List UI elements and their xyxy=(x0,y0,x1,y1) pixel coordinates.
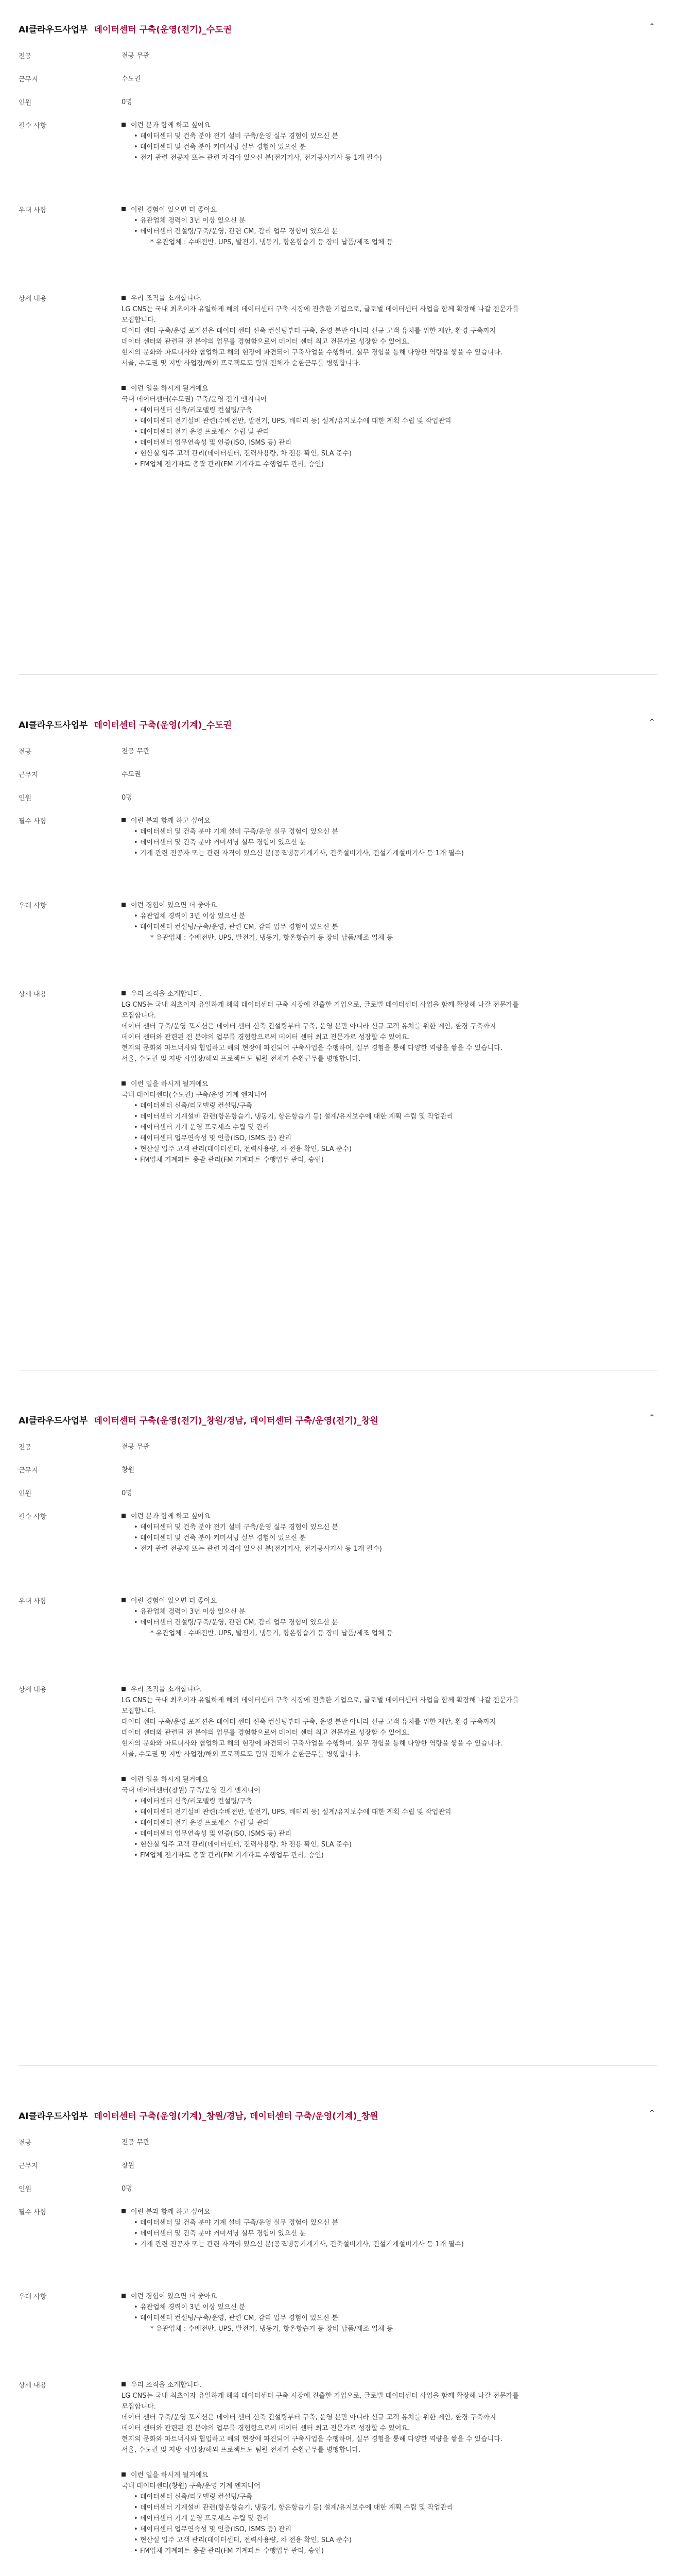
detail-text: 모집합니다. xyxy=(122,316,156,324)
square-bullet-icon xyxy=(122,1598,126,1602)
location-row xyxy=(19,1465,657,1476)
major-row-value: 전공 무관 xyxy=(122,748,150,755)
task-item: • 데이터센터 신축/리모델링 컨설팅/구축 xyxy=(122,1796,657,1807)
job-posting xyxy=(0,2087,676,2576)
major-row-value: 전공 무관 xyxy=(122,2139,150,2146)
preferred-label: 우대 사항 xyxy=(19,902,47,910)
preferred-heading xyxy=(122,1596,657,1606)
preferred-row xyxy=(19,1596,657,1639)
major-row xyxy=(19,1442,657,1452)
job-body xyxy=(19,746,657,1165)
detail-text: 데이터 센터와 관련된 전 분야의 업무를 경험함으로써 데이터 센터 최고 전문가로 성장할 수 있어요. xyxy=(122,1729,410,1737)
required-heading-text: 이런 분과 함께 하고 싶어요 xyxy=(131,2208,211,2216)
detail-text: 서울, 수도권 및 지방 사업장/해외 프로젝트도 팀원 전체가 순환근무를 병행합니다. xyxy=(122,360,361,367)
headcount-row-value: 0명 xyxy=(122,98,132,106)
preferred-heading xyxy=(122,900,657,911)
square-bullet-icon xyxy=(122,2294,126,2298)
task-item: • 데이터센터 전기설비 관련(수배전반, 발전기, UPS, 배터리 등) 설계/유지보수에 대한 계획 수립 및 작업관리 xyxy=(122,416,657,427)
task-intro: 국내 데이터센터(창원) 구축/운영 기계 엔지니어 xyxy=(122,2482,261,2490)
detail-row xyxy=(19,293,657,470)
required-heading xyxy=(122,120,657,131)
location-row-value: 창원 xyxy=(122,2162,135,2170)
preferred-label: 우대 사항 xyxy=(19,1598,47,1605)
preferred-note: * 유관업체 : 수배전반, UPS, 발전기, 냉동기, 항온항습기 등 장비 납품/제조 업체 등 xyxy=(150,2325,393,2333)
location-row-label: 근무지 xyxy=(19,771,38,779)
task-item: • FM업체 기계파트 총괄 관리(FM 기계파트 수행업무 관리, 승인) xyxy=(122,1155,657,1165)
headcount-row xyxy=(19,792,657,803)
location-row-label: 근무지 xyxy=(19,2162,38,2170)
chevron-up-icon[interactable]: ⌃ xyxy=(648,717,655,727)
job-title: 데이터센터 구축(운영(전기)_창원/경남, 데이터센터 구축/운영(전기)_창원 xyxy=(94,1415,378,1426)
chevron-up-icon[interactable]: ⌃ xyxy=(648,22,655,31)
task-item: • 데이터센터 전기 운영 프로세스 수립 및 관리 xyxy=(122,427,657,437)
spacer xyxy=(122,1064,657,1079)
task-item: • 현산실 입주 고객 관리(데이터센터, 전력사용량, 차 전용 확인, SLA 준수) xyxy=(122,1839,657,1850)
task-item: • 현산실 입주 고객 관리(데이터센터, 전력사용량, 차 전용 확인, SLA 준수) xyxy=(122,1144,657,1155)
required-label: 필수 사항 xyxy=(19,122,47,130)
task-item: • 현산실 입주 고객 관리(데이터센터, 전력사용량, 차 전용 확인, SLA 준수) xyxy=(122,448,657,459)
task-item: • 데이터센터 기계설비 관련(항온항습기, 냉동기, 항온항습기 등) 설계/유지보수에 대한 계획 수립 및 작업관리 xyxy=(122,2502,657,2513)
spacer xyxy=(122,369,657,383)
preferred-label: 우대 사항 xyxy=(19,2293,47,2301)
divider xyxy=(19,674,657,675)
detail-text: 모집합니다. xyxy=(122,2403,156,2411)
major-row xyxy=(19,50,657,61)
preferred-row xyxy=(19,900,657,943)
square-bullet-icon xyxy=(122,2209,126,2213)
job-title: 데이터센터 구축(운영(기계)_수도권 xyxy=(94,720,232,731)
required-item: • 데이터센터 및 건축 분야 커미셔닝 실무 경험이 있으신 분 xyxy=(122,837,657,848)
task-item: • 데이터센터 신축/리모델링 컨설팅/구축 xyxy=(122,405,657,416)
task-item: • 현산실 입주 고객 관리(데이터센터, 전력사용량, 차 전용 확인, SLA 준수) xyxy=(122,2535,657,2546)
detail-text: 모집합니다. xyxy=(122,1707,156,1715)
required-heading-text: 이런 분과 함께 하고 싶어요 xyxy=(131,1513,211,1520)
preferred-item: • 유관업체 경력이 3년 이상 있으신 분 xyxy=(122,215,657,226)
headcount-row-label: 인원 xyxy=(19,1490,32,1498)
headcount-row-label: 인원 xyxy=(19,794,32,802)
detail-row xyxy=(19,989,657,1165)
detail-content xyxy=(122,989,657,1165)
detail-text: LG CNS는 국내 최초이자 유일하게 해외 데이터센터 구축 시장에 진출한 기업으로, 글로벌 데이터센터 사업을 함께 확장해 나갈 전문가를 xyxy=(122,1697,519,1704)
detail-content xyxy=(122,1684,657,1861)
square-bullet-icon xyxy=(122,1081,126,1086)
preferred-heading-text: 이런 경험이 있으면 더 좋아요 xyxy=(131,902,217,909)
preferred-note: * 유관업체 : 수배전반, UPS, 발전기, 냉동기, 항온항습기 등 장비 납품/제조 업체 등 xyxy=(150,239,393,246)
required-list xyxy=(122,1511,657,1554)
task-intro: 국내 데이터센터(창원) 구축/운영 전기 엔지니어 xyxy=(122,1787,261,1794)
detail-text: 데이터 센터 구축/운영 포지션은 데이터 센터 신축 컨설팅부터 구축, 운영 분만 아니라 신규 고객 유치를 위한 제안, 환경 구축까지 xyxy=(122,327,496,335)
preferred-row xyxy=(19,2291,657,2334)
detail-text: 현지의 문화와 파트너사와 협업하고 해외 현장에 파견되어 구축사업을 수행하며, 실무 경험을 통해 다양한 역량을 쌓을 수 있습니다. xyxy=(122,2435,502,2443)
preferred-item: • 유관업체 경력이 3년 이상 있으신 분 xyxy=(122,2302,657,2313)
major-row xyxy=(19,746,657,757)
detail-row xyxy=(19,1684,657,1861)
preferred-item: • 유관업체 경력이 3년 이상 있으신 분 xyxy=(122,1606,657,1617)
required-list xyxy=(122,120,657,163)
detail-label: 상세 내용 xyxy=(19,295,47,303)
required-item: • 데이터센터 및 건축 분야 전기 설비 구축/운영 실무 경험이 있으신 분 xyxy=(122,131,657,142)
detail-text: 데이터 센터와 관련된 전 분야의 업무를 경험함으로써 데이터 센터 최고 전문가로 성장할 수 있어요. xyxy=(122,2425,410,2432)
required-row xyxy=(19,2207,657,2250)
headcount-row-value: 0명 xyxy=(122,794,132,802)
task-item: • 데이터센터 전기설비 관련(수배전반, 발전기, UPS, 배터리 등) 설계/유지보수에 대한 계획 수립 및 작업관리 xyxy=(122,1807,657,1818)
required-item: • 기계 관련 전공자 또는 관련 자격이 있으신 분(공조냉동기계기사, 건축설비기사, 건설기계설비기사 등 1개 필수) xyxy=(122,848,657,859)
detail-text: LG CNS는 국내 최초이자 유일하게 해외 데이터센터 구축 시장에 진출한 기업으로, 글로벌 데이터센터 사업을 함께 확장해 나갈 전문가를 xyxy=(122,2392,519,2400)
required-row xyxy=(19,816,657,859)
job-posting xyxy=(0,1391,676,2087)
job-header[interactable] xyxy=(19,2107,657,2123)
square-bullet-icon xyxy=(122,123,126,127)
detail-label: 상세 내용 xyxy=(19,1686,47,1694)
task-heading xyxy=(122,383,657,394)
job-dept: AI클라우드사업부 xyxy=(19,720,88,731)
required-row xyxy=(19,120,657,163)
job-body xyxy=(19,2137,657,2556)
task-item: • 데이터센터 업무연속성 및 인증(ISO, ISMS 등) 관리 xyxy=(122,1828,657,1839)
headcount-row-value: 0명 xyxy=(122,2185,132,2193)
major-row xyxy=(19,2137,657,2148)
required-item: • 데이터센터 및 건축 분야 기계 설비 구축/운영 실무 경험이 있으신 분 xyxy=(122,826,657,837)
preferred-item: • 유관업체 경력이 3년 이상 있으신 분 xyxy=(122,911,657,922)
detail-text: 데이터 센터와 관련된 전 분야의 업무를 경험함으로써 데이터 센터 최고 전문가로 성장할 수 있어요. xyxy=(122,1033,410,1041)
square-bullet-icon xyxy=(122,386,126,390)
preferred-note: * 유관업체 : 수배전반, UPS, 발전기, 냉동기, 항온항습기 등 장비 납품/제조 업체 등 xyxy=(150,1630,393,1637)
detail-label: 상세 내용 xyxy=(19,2382,47,2389)
task-heading-text: 이런 일을 하시게 될거예요 xyxy=(131,385,209,393)
detail-text: 데이터 센터와 관련된 전 분야의 업무를 경험함으로써 데이터 센터 최고 전문가로 성장할 수 있어요. xyxy=(122,338,410,346)
detail-heading-text: 우리 조직을 소개합니다. xyxy=(131,295,202,302)
preferred-item: • 데이터센터 컨설팅/구축/운영, 관련 CM, 감리 업무 경험이 있으신 분 xyxy=(122,226,657,237)
location-row-label: 근무지 xyxy=(19,76,38,83)
square-bullet-icon xyxy=(122,207,126,211)
job-body xyxy=(19,50,657,470)
square-bullet-icon xyxy=(122,2382,126,2386)
task-item: • 데이터센터 업무연속성 및 인증(ISO, ISMS 등) 관리 xyxy=(122,1133,657,1144)
task-item: • 데이터센터 기계 운영 프로세스 수립 및 관리 xyxy=(122,2513,657,2524)
task-item: • FM업체 기계파트 총괄 관리(FM 기계파트 수행업무 관리, 승인) xyxy=(122,2546,657,2556)
task-item: • 데이터센터 기계설비 관련(항온항습기, 냉동기, 항온항습기 등) 설계/유지보수에 대한 계획 수립 및 작업관리 xyxy=(122,1111,657,1122)
required-row xyxy=(19,1511,657,1554)
detail-text: 데이터 센터 구축/운영 포지션은 데이터 센터 신축 컨설팅부터 구축, 운영 분만 아니라 신규 고객 유치를 위한 제안, 환경 구축까지 xyxy=(122,2414,496,2421)
location-row xyxy=(19,74,657,84)
job-header[interactable] xyxy=(19,21,657,36)
job-posting xyxy=(0,0,676,696)
detail-text: 모집합니다. xyxy=(122,1012,156,1020)
preferred-label: 우대 사항 xyxy=(19,207,47,214)
preferred-heading-text: 이런 경험이 있으면 더 좋아요 xyxy=(131,1597,217,1605)
detail-text: 서울, 수도권 및 지방 사업장/해외 프로젝트도 팀원 전체가 순환근무를 병행합니다. xyxy=(122,1055,361,1063)
job-dept: AI클라우드사업부 xyxy=(19,1415,88,1426)
required-heading xyxy=(122,816,657,826)
task-item: • 데이터센터 업무연속성 및 인증(ISO, ISMS 등) 관리 xyxy=(122,2524,657,2535)
major-row-label: 전공 xyxy=(19,1444,32,1451)
required-heading xyxy=(122,2207,657,2217)
detail-content xyxy=(122,293,657,470)
preferred-list xyxy=(122,205,657,248)
required-item: • 전기 관련 전공자 또는 관련 자격이 있으신 분(전기기사, 전기공사기사 등 1개 필수) xyxy=(122,152,657,163)
required-item: • 데이터센터 및 건축 분야 커미셔닝 실무 경험이 있으신 분 xyxy=(122,2228,657,2239)
location-row-label: 근무지 xyxy=(19,1467,38,1475)
detail-text: 서울, 수도권 및 지방 사업장/해외 프로젝트도 팀원 전체가 순환근무를 병행합니다. xyxy=(122,2446,361,2454)
job-posting xyxy=(0,696,676,1391)
task-item: • 데이터센터 신축/리모델링 컨설팅/구축 xyxy=(122,2492,657,2502)
required-item: • 데이터센터 및 건축 분야 기계 설비 구축/운영 실무 경험이 있으신 분 xyxy=(122,2217,657,2228)
detail-text: 현지의 문화와 파트너사와 협업하고 해외 현장에 파견되어 구축사업을 수행하며, 실무 경험을 통해 다양한 역량을 쌓을 수 있습니다. xyxy=(122,1044,502,1052)
required-heading-text: 이런 분과 함께 하고 싶어요 xyxy=(131,817,211,825)
required-label: 필수 사항 xyxy=(19,1513,47,1521)
detail-text: 데이터 센터 구축/운영 포지션은 데이터 센터 신축 컨설팅부터 구축, 운영 분만 아니라 신규 고객 유치를 위한 제안, 환경 구축까지 xyxy=(122,1718,496,1726)
spacer xyxy=(122,2455,657,2470)
detail-text: LG CNS는 국내 최초이자 유일하게 해외 데이터센터 구축 시장에 진출한 기업으로, 글로벌 데이터센터 사업을 함께 확장해 나갈 전문가를 xyxy=(122,1001,519,1009)
detail-heading-text: 우리 조직을 소개합니다. xyxy=(131,1686,202,1693)
task-heading xyxy=(122,1774,657,1785)
preferred-list xyxy=(122,900,657,943)
detail-text: 데이터 센터 구축/운영 포지션은 데이터 센터 신축 컨설팅부터 구축, 운영 분만 아니라 신규 고객 유치를 위한 제안, 환경 구축까지 xyxy=(122,1023,496,1030)
required-list xyxy=(122,2207,657,2250)
task-item: • 데이터센터 업무연속성 및 인증(ISO, ISMS 등) 관리 xyxy=(122,437,657,448)
location-row-value: 수도권 xyxy=(122,771,141,778)
required-heading xyxy=(122,1511,657,1522)
job-title: 데이터센터 구축(운영(기계)_창원/경남, 데이터센터 구축/운영(기계)_창원 xyxy=(94,2111,378,2122)
major-row-value: 전공 무관 xyxy=(122,52,150,60)
required-item: • 데이터센터 및 건축 분야 커미셔닝 실무 경험이 있으신 분 xyxy=(122,142,657,152)
job-body xyxy=(19,1442,657,1861)
detail-heading-text: 우리 조직을 소개합니다. xyxy=(131,990,202,998)
headcount-row xyxy=(19,1488,657,1499)
detail-content xyxy=(122,2380,657,2556)
location-row-value: 창원 xyxy=(122,1466,135,1474)
headcount-row-label: 인원 xyxy=(19,99,32,107)
detail-text: LG CNS는 국내 최초이자 유일하게 해외 데이터센터 구축 시장에 진출한 기업으로, 글로벌 데이터센터 사업을 함께 확장해 나갈 전문가를 xyxy=(122,306,519,313)
job-header[interactable] xyxy=(19,716,657,732)
location-row xyxy=(19,769,657,780)
major-row-label: 전공 xyxy=(19,53,32,60)
task-item: • FM업체 전기파트 총괄 관리(FM 기계파트 수행업무 관리, 승인) xyxy=(122,1850,657,1861)
task-heading-text: 이런 일을 하시게 될거예요 xyxy=(131,1776,209,1784)
detail-heading xyxy=(122,293,657,304)
required-list xyxy=(122,816,657,859)
square-bullet-icon xyxy=(122,818,126,822)
task-item: • 데이터센터 기계 운영 프로세스 수립 및 관리 xyxy=(122,1122,657,1133)
headcount-row-value: 0명 xyxy=(122,1489,132,1497)
required-item: • 기계 관련 전공자 또는 관련 자격이 있으신 분(공조냉동기계기사, 건축설비기사, 건설기계설비기사 등 1개 필수) xyxy=(122,2239,657,2250)
task-heading xyxy=(122,2470,657,2481)
square-bullet-icon xyxy=(122,1777,126,1781)
preferred-note: * 유관업체 : 수배전반, UPS, 발전기, 냉동기, 항온항습기 등 장비 납품/제조 업체 등 xyxy=(150,934,393,942)
job-title: 데이터센터 구축(운영(전기)_수도권 xyxy=(94,24,232,35)
major-row-label: 전공 xyxy=(19,748,32,756)
task-heading xyxy=(122,1079,657,1090)
detail-text: 현지의 문화와 파트너사와 협업하고 해외 현장에 파견되어 구축사업을 수행하며, 실무 경험을 통해 다양한 역량을 쌓을 수 있습니다. xyxy=(122,349,502,357)
task-intro: 국내 데이터센터(수도권) 구축/운영 전기 엔지니어 xyxy=(122,396,267,403)
chevron-up-icon[interactable]: ⌃ xyxy=(648,1413,655,1422)
task-heading-text: 이런 일을 하시게 될거예요 xyxy=(131,2471,209,2479)
spacer xyxy=(122,1760,657,1774)
required-item: • 데이터센터 및 건축 분야 커미셔닝 실무 경험이 있으신 분 xyxy=(122,1533,657,1544)
preferred-heading-text: 이런 경험이 있으면 더 좋아요 xyxy=(131,2293,217,2300)
preferred-row xyxy=(19,205,657,248)
task-item: • 데이터센터 신축/리모델링 컨설팅/구축 xyxy=(122,1100,657,1111)
preferred-heading xyxy=(122,205,657,215)
detail-heading xyxy=(122,989,657,999)
preferred-heading xyxy=(122,2291,657,2302)
detail-heading-text: 우리 조직을 소개합니다. xyxy=(131,2381,202,2389)
detail-text: 현지의 문화와 파트너사와 협업하고 해외 현장에 파견되어 구축사업을 수행하며, 실무 경험을 통해 다양한 역량을 쌓을 수 있습니다. xyxy=(122,1740,502,1748)
square-bullet-icon xyxy=(122,991,126,995)
headcount-row-label: 인원 xyxy=(19,2185,32,2193)
required-heading-text: 이런 분과 함께 하고 싶어요 xyxy=(131,122,211,129)
required-label: 필수 사항 xyxy=(19,2209,47,2216)
square-bullet-icon xyxy=(122,296,126,300)
detail-heading xyxy=(122,1684,657,1695)
required-item: • 전기 관련 전공자 또는 관련 자격이 있으신 분(전기기사, 전기공사기사 등 1개 필수) xyxy=(122,1544,657,1554)
task-intro: 국내 데이터센터(수도권) 구축/운영 기계 엔지니어 xyxy=(122,1091,267,1099)
detail-row xyxy=(19,2380,657,2556)
headcount-row xyxy=(19,2183,657,2194)
divider xyxy=(19,2065,657,2066)
detail-text: 서울, 수도권 및 지방 사업장/해외 프로젝트도 팀원 전체가 순환근무를 병행합니다. xyxy=(122,1751,361,1758)
required-label: 필수 사항 xyxy=(19,818,47,825)
detail-label: 상세 내용 xyxy=(19,991,47,998)
required-item: • 데이터센터 및 건축 분야 전기 설비 구축/운영 실무 경험이 있으신 분 xyxy=(122,1522,657,1533)
preferred-list xyxy=(122,2291,657,2334)
task-item: • FM업체 전기파트 총괄 관리(FM 기계파트 수행업무 관리, 승인) xyxy=(122,459,657,470)
headcount-row xyxy=(19,97,657,108)
square-bullet-icon xyxy=(122,1514,126,1518)
preferred-item: • 데이터센터 컨설팅/구축/운영, 관련 CM, 감리 업무 경험이 있으신 분 xyxy=(122,922,657,933)
task-item: • 데이터센터 전기 운영 프로세스 수립 및 관리 xyxy=(122,1818,657,1828)
task-heading-text: 이런 일을 하시게 될거예요 xyxy=(131,1080,209,1088)
job-header[interactable] xyxy=(19,1412,657,1427)
preferred-item: • 데이터센터 컨설팅/구축/운영, 관련 CM, 감리 업무 경험이 있으신 분 xyxy=(122,2313,657,2324)
detail-heading xyxy=(122,2380,657,2391)
job-dept: AI클라우드사업부 xyxy=(19,2111,88,2122)
chevron-up-icon[interactable]: ⌃ xyxy=(648,2108,655,2118)
preferred-heading-text: 이런 경험이 있으면 더 좋아요 xyxy=(131,206,217,214)
location-row xyxy=(19,2160,657,2171)
square-bullet-icon xyxy=(122,1687,126,1691)
location-row-value: 수도권 xyxy=(122,75,141,83)
square-bullet-icon xyxy=(122,2472,126,2477)
preferred-item: • 데이터센터 컨설팅/구축/운영, 관련 CM, 감리 업무 경험이 있으신 분 xyxy=(122,1617,657,1628)
preferred-list xyxy=(122,1596,657,1639)
major-row-label: 전공 xyxy=(19,2139,32,2147)
major-row-value: 전공 무관 xyxy=(122,1443,150,1451)
square-bullet-icon xyxy=(122,903,126,907)
job-dept: AI클라우드사업부 xyxy=(19,24,88,35)
